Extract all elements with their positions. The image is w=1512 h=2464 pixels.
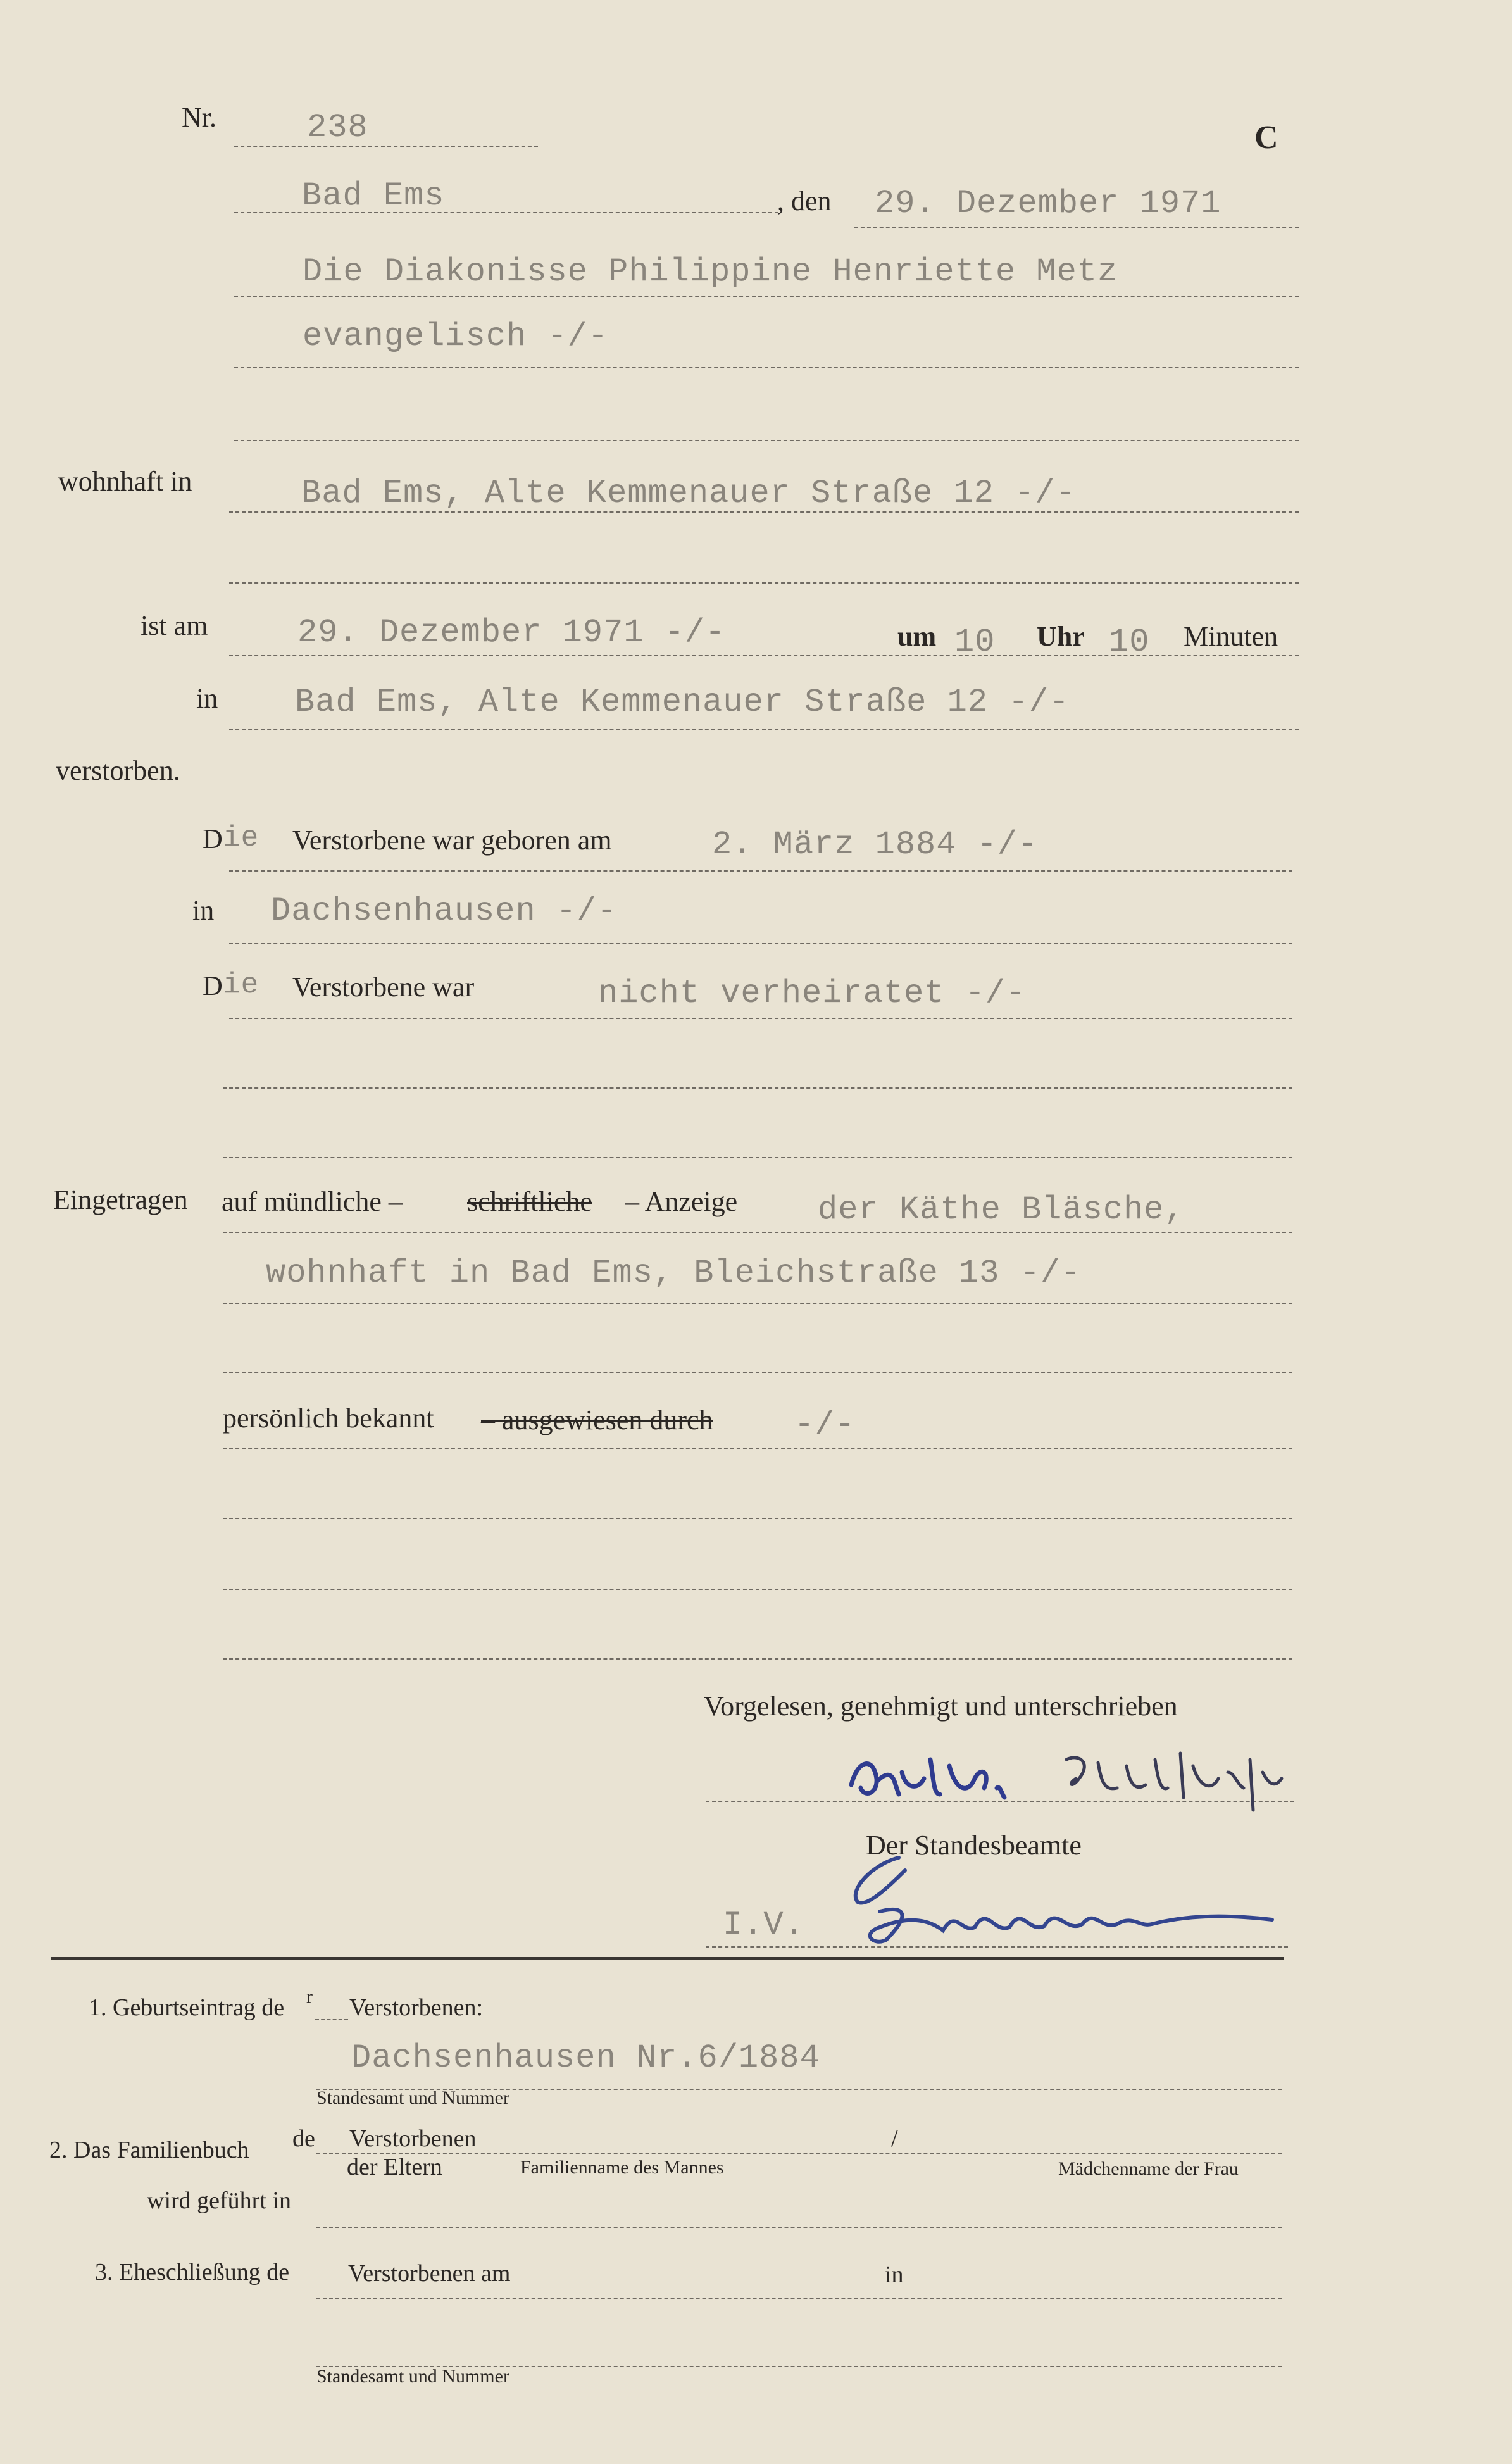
familienbuch-de: de [292,2125,315,2152]
familienbuch-slash: / [891,2125,898,2152]
birth-date-value: 2. März 1884 -/- [712,826,1039,863]
marital-d-suffix: ie [223,968,259,1001]
verstorben-label: verstorben. [56,755,180,786]
residence-value: Bad Ems, Alte Kemmenauer Straße 12 -/- [301,475,1076,512]
name-value: Die Diakonisse Philippine Henriette Metz [303,253,1118,291]
familienbuch-label: 2. Das Familienbuch [49,2137,249,2163]
wohnhaft-label: wohnhaft in [58,466,192,497]
bekannt-line [223,1448,1292,1449]
blank-line-4 [223,1157,1292,1158]
auf-muendliche: auf mündliche – [222,1186,403,1217]
minute-value: 10 [1109,623,1150,661]
ehe-standesamt-caption: Standesamt und Nummer [316,2366,509,2387]
death-date-value: 29. Dezember 1971 -/- [297,614,726,651]
birth-date-line [229,870,1292,872]
standesbeamte-label: Der Standesbeamte [866,1830,1082,1861]
geburt-suffix-line [315,2019,348,2020]
birth-d-label: D [203,823,223,854]
schriftliche-struck: schriftliche [467,1186,592,1217]
geboren-label: Verstorbene war geboren am [292,825,612,856]
bekannt-label: persönlich bekannt [223,1403,434,1434]
blank-line-2 [229,582,1299,584]
der-eltern-label: der Eltern [347,2154,442,2180]
maedchenname-caption: Mädchenname der Frau [1058,2158,1239,2179]
blank-line-5 [223,1372,1292,1373]
geburt-value: Dachsenhausen Nr.6/1884 [351,2039,820,2077]
gefuehrt-line [316,2227,1282,2228]
geburt-suffix: r [306,1986,313,2007]
ehe-line [316,2298,1282,2299]
section-divider [51,1957,1284,1960]
death-place-value: Bad Ems, Alte Kemmenauer Straße 12 -/- [295,684,1070,721]
official-signature [835,1845,1291,1953]
blank-line-3 [223,1087,1292,1089]
vorgelesen-label: Vorgelesen, genehmigt und unterschrieben [704,1691,1178,1722]
nr-line [234,146,538,147]
geburt-verstorbenen: Verstorbenen: [349,1994,484,2021]
date-line [854,227,1299,228]
birth-d-suffix: ie [223,822,259,854]
blank-line-6 [223,1518,1292,1519]
um-label: um [897,621,937,652]
bekannt-value: -/- [794,1406,856,1444]
den-label: , den [777,185,832,216]
birth-place-line [229,943,1292,944]
name-line [234,296,1299,297]
ehe-verstorbenen-am: Verstorbenen am [348,2260,511,2287]
marital-line [229,1018,1292,1019]
informant-signature [839,1734,1332,1817]
eingetragen-label: Eingetragen [53,1184,188,1215]
geburt-standesamt-caption: Standesamt und Nummer [316,2087,509,2108]
iv-label: I.V. [723,1906,804,1944]
nr-label: Nr. [182,102,216,133]
nr-value: 238 [307,109,368,146]
death-place-line [229,729,1299,730]
informant-value: der Käthe Bläsche, [818,1191,1185,1229]
birth-in-label: in [192,895,215,926]
religion-line [234,367,1299,368]
form-letter: C [1254,120,1278,156]
blank-line-7 [223,1589,1292,1590]
birth-place-value: Dachsenhausen -/- [271,892,618,930]
place-value: Bad Ems [302,177,445,215]
gefuehrt-label: wird geführt in [147,2187,291,2214]
familienbuch-line [316,2153,1282,2154]
uhr-label: Uhr [1037,621,1085,652]
informant-line [223,1232,1292,1233]
marital-d-label: D [203,970,223,1001]
death-in-label: in [196,683,218,714]
familienname-caption: Familienname des Mannes [520,2157,724,2178]
blank-line-1 [234,440,1299,441]
blank-line-8 [223,1658,1292,1660]
informant-address-line [223,1303,1292,1304]
minuten-label: Minuten [1184,621,1278,652]
ist-am-label: ist am [141,610,208,641]
marital-label: Verstorbene war [292,972,475,1003]
anzeige-label: – Anzeige [625,1186,738,1217]
familienbuch-verstorbenen: Verstorbenen [349,2125,477,2152]
religion-value: evangelisch -/- [303,318,609,355]
marital-value: nicht verheiratet -/- [598,975,1027,1012]
informant-address: wohnhaft in Bad Ems, Bleichstraße 13 -/- [266,1254,1082,1292]
ausgewiesen-struck: – ausgewiesen durch [481,1404,713,1435]
date-value: 29. Dezember 1971 [875,185,1221,222]
ehe-in-label: in [885,2261,904,2288]
hour-value: 10 [954,623,996,661]
geburt-label: 1. Geburtseintrag de [89,1994,285,2021]
ehe-label: 3. Eheschließung de [95,2259,290,2286]
